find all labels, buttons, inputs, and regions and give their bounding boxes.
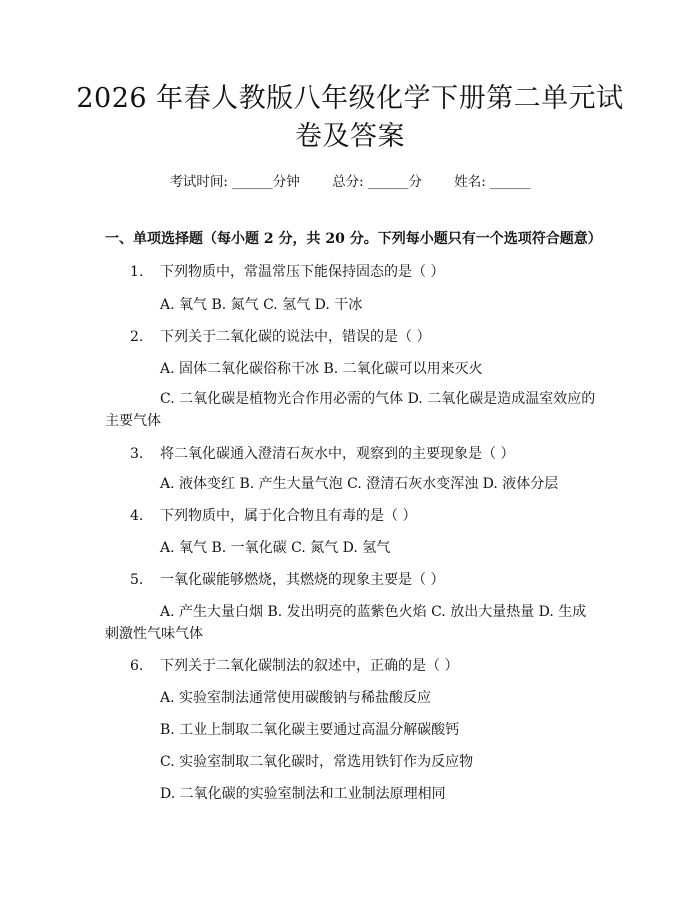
question-text: 一氧化碳能够燃烧，其燃烧的现象主要是（ ） xyxy=(160,572,445,588)
question-number: 6. xyxy=(130,658,144,674)
question-text: 将二氧化碳通入澄清石灰水中，观察到的主要现象是（ ） xyxy=(160,446,515,462)
exam-title xyxy=(60,80,640,156)
question-option-d: D. 二氧化碳的实验室制法和工业制法原理相同 xyxy=(160,786,446,802)
title-line-2: 卷及答案 xyxy=(295,121,405,152)
question-number: 5. xyxy=(130,572,144,588)
question-option-b: B. 工业上制取二氧化碳主要通过高温分解碳酸钙 xyxy=(160,722,460,738)
question-options: A. 氧气 B. 一氧化碳 C. 氮气 D. 氢气 xyxy=(160,540,391,556)
question-number: 4. xyxy=(130,508,144,524)
exam-meta xyxy=(0,170,700,190)
student-name: 姓名: ______ xyxy=(454,174,531,190)
section-heading: 一、单项选择题（每小题 2 分，共 20 分。下列每小题只有一个选项符合题意） xyxy=(105,231,602,247)
question-text: 下列关于二氧化碳的说法中，错误的是（ ） xyxy=(160,329,431,345)
question-number: 3. xyxy=(130,446,144,462)
question-options: C. 二氧化碳是植物光合作用必需的气体 D. 二氧化碳是造成温室效应的主要气体 xyxy=(105,391,596,429)
question-number: 1. xyxy=(130,264,144,280)
total-score: 总分: ______分 xyxy=(332,174,422,190)
title-line-1: 2026 年春人教版八年级化学下册第二单元试 xyxy=(76,83,624,114)
question-text: 下列物质中，属于化合物且有毒的是（ ） xyxy=(160,508,417,524)
question-text: 下列关于二氧化碳制法的叙述中，正确的是（ ） xyxy=(160,658,459,674)
question-text: 下列物质中，常温常压下能保持固态的是（ ） xyxy=(160,264,445,280)
exam-time: 考试时间: ______分钟 xyxy=(169,174,300,190)
question-options: A. 产生大量白烟 B. 发出明亮的蓝紫色火焰 C. 放出大量热量 D. 生成刺激性气味气体 xyxy=(105,604,587,642)
question-option-a: A. 实验室制法通常使用碳酸钠与稀盐酸反应 xyxy=(160,690,432,706)
question-option-c: C. 实验室制取二氧化碳时，常选用铁钉作为反应物 xyxy=(160,754,474,770)
question-options: A. 固体二氧化碳俗称干冰 B. 二氧化碳可以用来灭火 xyxy=(160,361,483,377)
question-options: A. 液体变红 B. 产生大量气泡 C. 澄清石灰水变浑浊 D. 液体分层 xyxy=(160,476,559,492)
question-options: A. 氧气 B. 氮气 C. 氢气 D. 干冰 xyxy=(160,297,363,313)
question-number: 2. xyxy=(130,329,144,345)
